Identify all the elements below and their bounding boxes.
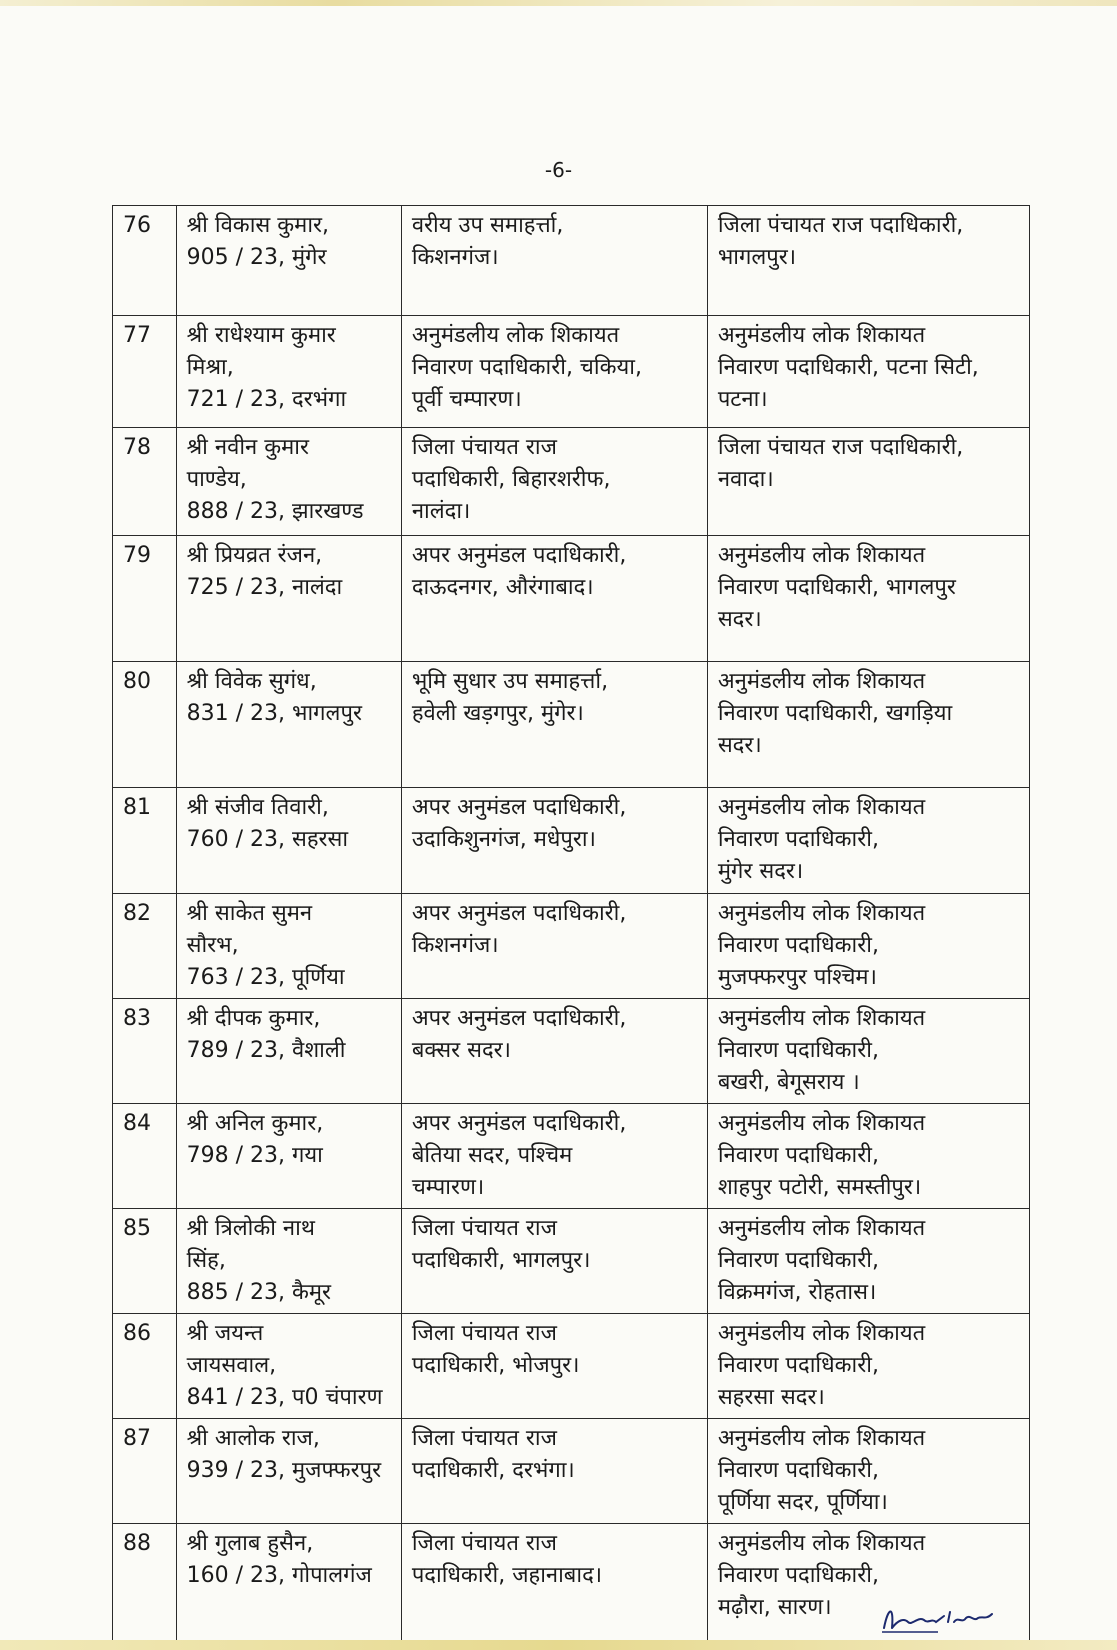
handwritten-signature <box>878 1598 998 1638</box>
table-row <box>113 999 1030 1104</box>
current-posting: अपर अनुमंडल पदाधिकारी, दाऊदनगर, औरंगाबाद। <box>401 536 707 662</box>
new-posting: अनुमंडलीय लोक शिकायत निवारण पदाधिकारी, मढ़ौरा, सारण। <box>707 1524 1029 1642</box>
current-posting: अपर अनुमंडल पदाधिकारी, किशनगंज। <box>401 894 707 999</box>
new-posting: अनुमंडलीय लोक शिकायत निवारण पदाधिकारी, बखरी, बेगूसराय । <box>707 999 1029 1104</box>
serial-number: 84 <box>113 1104 177 1209</box>
paper-top-edge <box>0 0 1117 6</box>
new-posting: अनुमंडलीय लोक शिकायत निवारण पदाधिकारी, सहरसा सदर। <box>707 1314 1029 1419</box>
current-posting: अपर अनुमंडल पदाधिकारी, बक्सर सदर। <box>401 999 707 1104</box>
table-row <box>113 1104 1030 1209</box>
serial-number: 78 <box>113 428 177 536</box>
table-row <box>113 206 1030 316</box>
new-posting: अनुमंडलीय लोक शिकायत निवारण पदाधिकारी, शाहपुर पटोरी, समस्तीपुर। <box>707 1104 1029 1209</box>
current-posting: जिला पंचायत राज पदाधिकारी, भागलपुर। <box>401 1209 707 1314</box>
new-posting: अनुमंडलीय लोक शिकायत निवारण पदाधिकारी, विक्रमगंज, रोहतास। <box>707 1209 1029 1314</box>
serial-number: 86 <box>113 1314 177 1419</box>
officer-name: श्री विवेक सुगंध, 831 / 23, भागलपुर <box>176 662 401 788</box>
officer-name: श्री नवीन कुमार पाण्डेय, 888 / 23, झारखण्ड <box>176 428 401 536</box>
table-row <box>113 894 1030 999</box>
officer-name: श्री गुलाब हुसैन, 160 / 23, गोपालगंज <box>176 1524 401 1642</box>
serial-number: 81 <box>113 788 177 894</box>
new-posting: जिला पंचायत राज पदाधिकारी, भागलपुर। <box>707 206 1029 316</box>
current-posting: अपर अनुमंडल पदाधिकारी, बेतिया सदर, पश्चिम चम्पारण। <box>401 1104 707 1209</box>
current-posting: अनुमंडलीय लोक शिकायत निवारण पदाधिकारी, चकिया, पूर्वी चम्पारण। <box>401 316 707 428</box>
officer-name: श्री साकेत सुमन सौरभ, 763 / 23, पूर्णिया <box>176 894 401 999</box>
serial-number: 85 <box>113 1209 177 1314</box>
officer-name: श्री आलोक राज, 939 / 23, मुजफ्फरपुर <box>176 1419 401 1524</box>
table-row <box>113 316 1030 428</box>
serial-number: 76 <box>113 206 177 316</box>
officer-name: श्री विकास कुमार, 905 / 23, मुंगेर <box>176 206 401 316</box>
serial-number: 82 <box>113 894 177 999</box>
officer-name: श्री त्रिलोकी नाथ सिंह, 885 / 23, कैमूर <box>176 1209 401 1314</box>
serial-number: 80 <box>113 662 177 788</box>
table-row <box>113 1419 1030 1524</box>
officer-name: श्री दीपक कुमार, 789 / 23, वैशाली <box>176 999 401 1104</box>
table-row <box>113 1314 1030 1419</box>
new-posting: अनुमंडलीय लोक शिकायत निवारण पदाधिकारी, पटना सिटी, पटना। <box>707 316 1029 428</box>
transfer-table <box>112 205 1030 1642</box>
current-posting: वरीय उप समाहर्त्ता, किशनगंज। <box>401 206 707 316</box>
current-posting: भूमि सुधार उप समाहर्त्ता, हवेली खड़गपुर, मुंगेर। <box>401 662 707 788</box>
current-posting: अपर अनुमंडल पदाधिकारी, उदाकिशुनगंज, मधेपुरा। <box>401 788 707 894</box>
serial-number: 87 <box>113 1419 177 1524</box>
new-posting: अनुमंडलीय लोक शिकायत निवारण पदाधिकारी, भागलपुर सदर। <box>707 536 1029 662</box>
officer-name: श्री प्रियव्रत रंजन, 725 / 23, नालंदा <box>176 536 401 662</box>
officer-name: श्री संजीव तिवारी, 760 / 23, सहरसा <box>176 788 401 894</box>
officer-name: श्री अनिल कुमार, 798 / 23, गया <box>176 1104 401 1209</box>
serial-number: 77 <box>113 316 177 428</box>
current-posting: जिला पंचायत राज पदाधिकारी, बिहारशरीफ, नालंदा। <box>401 428 707 536</box>
table-row <box>113 536 1030 662</box>
new-posting: अनुमंडलीय लोक शिकायत निवारण पदाधिकारी, मुंगेर सदर। <box>707 788 1029 894</box>
table-row <box>113 1209 1030 1314</box>
officer-name: श्री राधेश्याम कुमार मिश्रा, 721 / 23, दरभंगा <box>176 316 401 428</box>
page-number: -6- <box>544 158 573 182</box>
table-row <box>113 428 1030 536</box>
paper-bottom-edge <box>0 1640 1117 1650</box>
new-posting: अनुमंडलीय लोक शिकायत निवारण पदाधिकारी, खगड़िया सदर। <box>707 662 1029 788</box>
serial-number: 83 <box>113 999 177 1104</box>
new-posting: अनुमंडलीय लोक शिकायत निवारण पदाधिकारी, मुजफ्फरपुर पश्चिम। <box>707 894 1029 999</box>
current-posting: जिला पंचायत राज पदाधिकारी, दरभंगा। <box>401 1419 707 1524</box>
officer-name: श्री जयन्त जायसवाल, 841 / 23, प0 चंपारण <box>176 1314 401 1419</box>
serial-number: 79 <box>113 536 177 662</box>
new-posting: अनुमंडलीय लोक शिकायत निवारण पदाधिकारी, पूर्णिया सदर, पूर्णिया। <box>707 1419 1029 1524</box>
table-row <box>113 662 1030 788</box>
current-posting: जिला पंचायत राज पदाधिकारी, जहानाबाद। <box>401 1524 707 1642</box>
new-posting: जिला पंचायत राज पदाधिकारी, नवादा। <box>707 428 1029 536</box>
serial-number: 88 <box>113 1524 177 1642</box>
table-row <box>113 788 1030 894</box>
current-posting: जिला पंचायत राज पदाधिकारी, भोजपुर। <box>401 1314 707 1419</box>
